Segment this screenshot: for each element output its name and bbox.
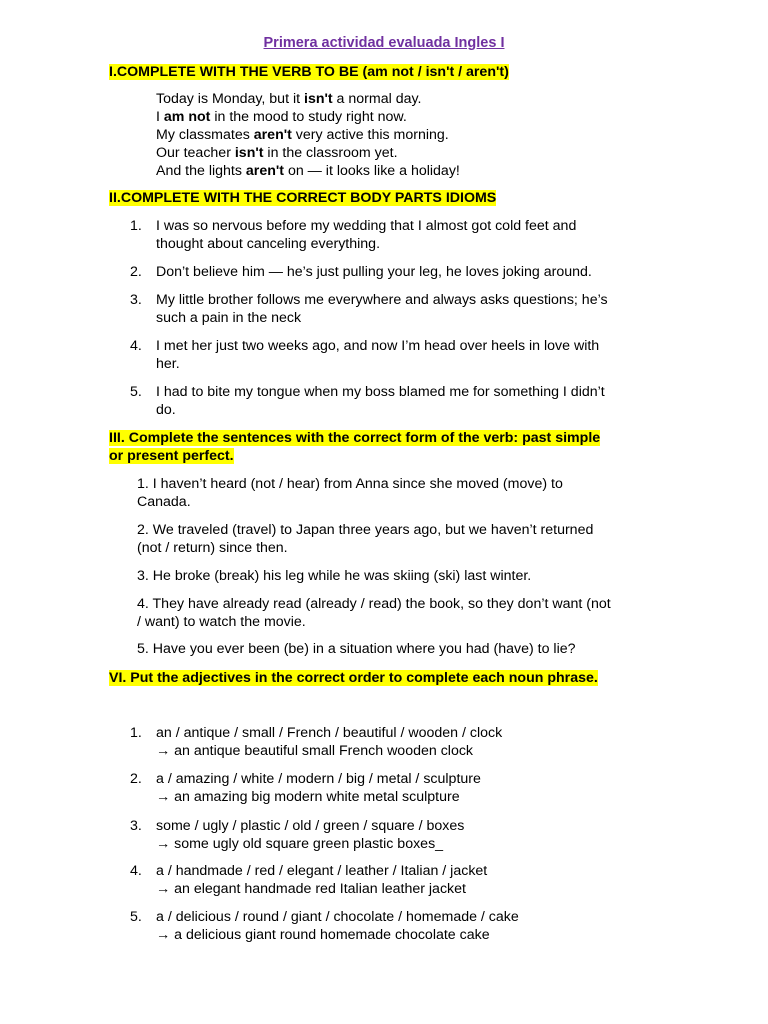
item-answer: → a delicious giant round homemade chocolate cake: [156, 927, 490, 943]
item-number: 4.: [130, 863, 142, 879]
section-3-heading-line: III. Complete the sentences with the correct form of the verb: past simple: [109, 430, 601, 446]
item-line: 4. They have already read (already / read) the book, so they don’t want (not: [137, 596, 611, 612]
item-number: 1.: [130, 218, 142, 234]
item-prompt: a / delicious / round / giant / chocolate / homemade / cake: [156, 909, 519, 925]
line-text: a normal day.: [332, 91, 422, 107]
section-2-heading-text: II.COMPLETE WITH THE CORRECT BODY PARTS IDIOMS: [109, 190, 497, 206]
item-line: 1. I haven’t heard (not / hear) from Anna since she moved (move) to: [137, 476, 563, 492]
line-text: Our teacher: [156, 145, 235, 161]
item-line: / want) to watch the movie.: [137, 614, 306, 630]
item-number: 5.: [130, 909, 142, 925]
item-number: 5.: [130, 384, 142, 400]
item-text: [156, 862, 646, 898]
item-line: Don’t believe him — he’s just pulling your leg, he loves joking around.: [156, 264, 592, 280]
section-1-heading: [109, 63, 509, 81]
item-line: her.: [156, 356, 180, 372]
item-line: Canada.: [137, 494, 191, 510]
item-line: (not / return) since then.: [137, 540, 288, 556]
line-text: very active this morning.: [291, 127, 449, 143]
item-answer: → an elegant handmade red Italian leather jacket: [156, 881, 466, 897]
line-text: Today is Monday, but it: [156, 91, 304, 107]
item-number: 3.: [130, 292, 142, 308]
line-answer: aren't: [245, 163, 284, 179]
item-prompt: a / amazing / white / modern / big / metal / sculpture: [156, 771, 481, 787]
line-text: I: [156, 109, 164, 125]
section-1-line: [156, 144, 460, 162]
line-answer: am not: [163, 109, 211, 125]
item-prompt: a / handmade / red / elegant / leather / Italian / jacket: [156, 863, 488, 879]
item-answer: → an antique beautiful small French wooden clock: [156, 743, 474, 759]
item-line: I was so nervous before my wedding that I almost got cold feet and: [156, 218, 577, 234]
item-line: 5. Have you ever been (be) in a situation where you had (have) to lie?: [137, 641, 576, 657]
line-text: My classmates: [156, 127, 254, 143]
item-text: [156, 383, 646, 419]
item-number: 1.: [130, 725, 142, 741]
section-4-heading-text: VI. Put the adjectives in the correct order to complete each noun phrase.: [109, 670, 598, 686]
item-answer: → an amazing big modern white metal sculpture: [156, 789, 460, 805]
page-title: Primera actividad evaluada Ingles I: [263, 35, 505, 51]
item-line: My little brother follows me everywhere and always asks questions; he’s: [156, 292, 608, 308]
item-line: 3. He broke (break) his leg while he was skiing (ski) last winter.: [137, 568, 532, 584]
section-3-item: [137, 567, 662, 585]
item-line: 2. We traveled (travel) to Japan three years ago, but we haven’t returned: [137, 522, 594, 538]
item-text: [156, 263, 646, 281]
line-text: on — it looks like a holiday!: [284, 163, 460, 179]
section-1-heading-text: I.COMPLETE WITH THE VERB TO BE (am not / isn't / aren't): [109, 64, 509, 80]
line-answer: isn't: [234, 145, 264, 161]
section-3-heading-line: or present perfect.: [109, 448, 234, 464]
section-3-item: [137, 640, 662, 658]
line-text: And the lights: [156, 163, 246, 179]
item-text: [156, 908, 646, 944]
section-3-item: [137, 475, 662, 511]
item-text: [156, 291, 646, 327]
item-prompt: some / ugly / plastic / old / green / square / boxes: [156, 818, 465, 834]
item-line: I had to bite my tongue when my boss blamed me for something I didn’t: [156, 384, 605, 400]
section-1-line: [156, 162, 460, 180]
section-2-heading: [109, 189, 496, 207]
line-text: in the mood to study right now.: [210, 109, 407, 125]
item-text: [156, 217, 646, 253]
item-line: thought about canceling everything.: [156, 236, 381, 252]
section-1-lines: [156, 90, 460, 180]
item-number: 3.: [130, 818, 142, 834]
section-1-line: [156, 108, 460, 126]
section-1-line: [156, 126, 460, 144]
line-text: in the classroom yet.: [263, 145, 398, 161]
section-4-heading: [109, 669, 598, 687]
item-answer: → some ugly old square green plastic boxes_: [156, 836, 444, 852]
item-text: [156, 770, 646, 806]
item-line: do.: [156, 402, 176, 418]
item-number: 4.: [130, 338, 142, 354]
item-line: I met her just two weeks ago, and now I’m head over heels in love with: [156, 338, 600, 354]
line-answer: aren't: [253, 127, 292, 143]
item-number: 2.: [130, 264, 142, 280]
section-3-heading: [109, 429, 600, 465]
item-line: such a pain in the neck: [156, 310, 302, 326]
item-prompt: an / antique / small / French / beautiful / wooden / clock: [156, 725, 503, 741]
item-number: 2.: [130, 771, 142, 787]
section-3-item: [137, 521, 662, 557]
line-answer: isn't: [304, 91, 333, 107]
item-text: [156, 724, 646, 760]
section-1-line: [156, 90, 460, 108]
item-text: [156, 817, 646, 853]
item-text: [156, 337, 646, 373]
section-3-item: [137, 595, 662, 631]
